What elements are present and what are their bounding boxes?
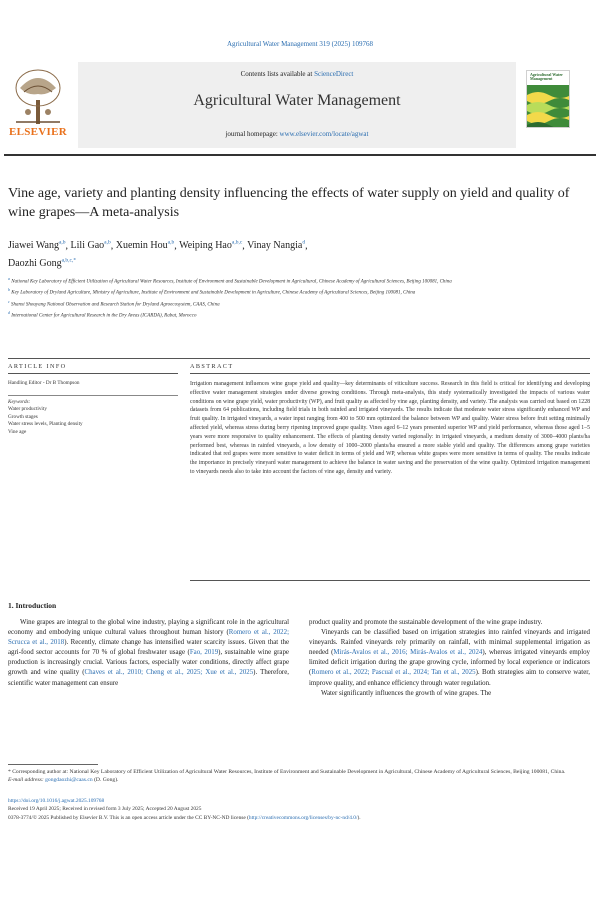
contents-prefix: Contents lists available at — [240, 70, 315, 78]
article-metadata — [8, 797, 590, 822]
keyword: Water productivity — [8, 406, 47, 412]
homepage-line — [78, 130, 516, 138]
license-suffix: ). — [357, 814, 361, 821]
article-info — [8, 380, 178, 436]
author[interactable]: Daozhi Gong$^{a,b,c,*}$ — [8, 257, 77, 269]
cover-title: Agricultural Water Management — [530, 72, 563, 81]
author[interactable]: Weiping Hao$^{a,b,c}$ — [179, 240, 243, 252]
keyword: Growth stages — [8, 413, 38, 420]
author-email-link[interactable]: gongdaozhi@caas.cn — [45, 777, 93, 783]
author[interactable]: Vinay Nangia$^d$ — [247, 240, 306, 252]
citation-link[interactable]: Chaves et al., 2010; Cheng et al., 2025; Xue et al., 2025 — [84, 669, 254, 677]
paragraph-text: ), whereas irrigated vineyards employ limited deficit irrigation during the grape growing cycle, informed by local experience or indicators ( — [309, 649, 591, 677]
body-paragraph — [309, 618, 590, 628]
section-heading-introduction: 1. Introduction — [8, 601, 57, 610]
doi-link[interactable]: https://doi.org/10.1016/j.agwat.2025.109768 — [8, 798, 105, 804]
paragraph-text: ). Therefore, scientific water management can ensure — [8, 669, 289, 687]
publisher-logo[interactable] — [4, 62, 72, 148]
citation-link[interactable]: Mirás-Avalos et al., 2016; Mirás-Avalos et al., 2024 — [333, 649, 483, 657]
paragraph-text: ), sustainable wine grape production is increasingly crucial. Various factors, especially water conditions, directly affect grape growth and wine quality ( — [8, 649, 289, 677]
citation-link[interactable]: Romero et al., 2022; Scrucca et al., 2018 — [8, 629, 289, 647]
journal-cover-thumbnail[interactable] — [526, 70, 570, 128]
body-paragraph — [309, 628, 590, 689]
license-link[interactable]: http://creativecommons.org/licenses/by-nc-nd/4.0/ — [248, 814, 358, 821]
body-column-left — [8, 618, 289, 689]
affiliations — [8, 275, 590, 320]
author-affil-marker[interactable]: a,b — [167, 240, 175, 246]
paragraph-text: Vineyards can be classified based on irrigation strategies into rainfed vineyards and irrigated vineyards. Rainfed vineyards rely primarily on rainfall, with minimal supplemental irrigation as needed ( — [309, 629, 590, 657]
section-divider — [8, 358, 590, 359]
paragraph-text: ). Both strategies aim to conserve water, improve quality, and enhance efficiency through water regulation. — [309, 669, 590, 687]
paragraph-text: Water significantly influences the growth of wine grapes. The — [321, 689, 492, 697]
abstract-heading: ABSTRACT — [190, 363, 234, 370]
affiliation: $^b$ Key Laboratory of Dryland Agriculture, Ministry of Agriculture, Institute of Environment and Sustainable Development in Agriculture, Chinese Academy of Agricultural Sciences, Beijing 100081, China — [8, 287, 416, 297]
author-affil-marker[interactable]: a,b — [58, 240, 66, 246]
article-info-heading: ARTICLE INFO — [8, 363, 67, 370]
email-suffix: (D. Gong). — [94, 777, 119, 783]
paragraph-text: product quality and promote the sustainable development of the wine grape industry. — [309, 619, 543, 626]
author-affil-marker[interactable]: a,b — [104, 240, 111, 246]
journal-cover-art-icon — [527, 85, 570, 128]
footnote-marker: * — [8, 769, 11, 775]
body-paragraph — [8, 618, 289, 689]
masthead-banner — [78, 62, 516, 148]
keyword: Water stress levels, Planting density — [8, 421, 83, 427]
footnote-rule — [8, 764, 98, 765]
author[interactable]: Lili Gao$^{a,b}$ — [70, 240, 111, 252]
corresponding-author-footnote — [8, 768, 590, 784]
license-prefix: 0378-3774/© 2025 Published by Elsevier B.V. This is an open access article under the CC BY-NC-ND license ( — [8, 814, 249, 821]
journal-reference[interactable]: Agricultural Water Management 319 (2025) 109768 — [226, 40, 374, 48]
author-list: Jiawei Wang$^{a,b}$, Lili Gao$^{a,b}$, Xuemin Hou$^{a,b}$, Weiping Hao$^{a,b,c}$, Vinay Nangia$^d$, Daozhi Gong$^{a,b,c,*}$ — [8, 240, 308, 269]
abstract-end-rule — [190, 580, 590, 581]
masthead-rule — [4, 154, 596, 156]
paragraph-text: Wine grapes are integral to the global wine industry, playing a significant role in the agricultural economy and embodying unique cultural values throughout human history ( — [8, 619, 289, 637]
body-column-right — [309, 618, 590, 699]
citation-link[interactable]: Romero et al., 2022; Pascual et al., 2024; Tan et al., 2025 — [311, 669, 476, 677]
author-affil-marker[interactable]: a,b,c — [231, 240, 243, 246]
affiliation: $^c$ Shanxi Shouyang National Observation and Research Station for Dryland Agroecosystem, CAAS, China — [8, 298, 220, 308]
journal-masthead — [0, 62, 600, 156]
contents-line — [78, 70, 516, 78]
elsevier-tree-logo-icon — [10, 66, 66, 126]
journal-title: Agricultural Water Management — [193, 92, 401, 109]
article-info-rule — [8, 373, 178, 374]
footnote-text: Corresponding author at: National Key Laboratory of Efficient Utilization of Agricultural Water Resources, Institute of Environment and Sustainable Development in Agricultural, Chinese Academy of Agricultural Sciences, Beijing 100081, China. — [12, 769, 566, 775]
handling-editor: Handling Editor - Dr B Thompson — [8, 380, 80, 386]
affiliation: $^a$ National Key Laboratory of Efficient Utilization of Agricultural Water Resources, Institute of Environment and Sustainable Development in Agricultural, Chinese Academy of Agricultural Sciences, Beijing 100081, China — [8, 276, 452, 285]
citation-link[interactable]: Fao, 2019 — [189, 649, 219, 657]
abstract-text: Irrigation management influences wine grape yield and quality—key determinants of viticulture success. Research in this field is critical for identifying and developing effective water management strategies under diverse growing conditions. Through meta-analysis, this study systematically investigated the impacts of various water conditions on wine grape yield, water productivity (WP), and fruit quality as affected by vine age, planting density, and variety. The analysis was carried out based on 1228 datasets from 64 publications, including field trials in both rainfed and irrigated vineyards. The results indicate that moderate water stress significantly enhanced WP and fruit quality. In irrigated vineyards, a water input ranging from 400 to 500 mm optimized the balance between WP and quality. Water stress before fruit setting minimally affected yield, whereas stress during berry ripening improved grape quality. Vines aged 6–12 years presented superior WP and yield performance, whereas those aged 1–5 years were more responsive to quality enhancement. The effects of planting density varied regionally: in irrigated vineyards, a medium density of 3000–4000 plants/ha performed best, whereas in rainfed vineyards, a low density of 1000–2000 plants/ha ensured a more stable yield and quality. The differences among grape varieties indicated that red grapes were more sensitive to water deficit in terms of yield and WP, whereas white grapes were more sensitive in terms of quality. The results indicate the importance in precisely vineyard water management to achieve the balance in water saving and the preservation of the wine quality. Optimized irrigation management to vineyards needs also to take into account the factors of vine age, density and variety. — [190, 381, 590, 475]
keywords-label: Keywords: — [8, 398, 31, 405]
author[interactable]: Jiawei Wang$^{a,b}$ — [8, 240, 66, 252]
homepage-prefix: journal homepage: — [225, 130, 280, 138]
paper-title: Vine age, variety and planting density influencing the effects of water supply on yield and quality of wine grapes—A meta-analysis — [8, 186, 570, 220]
sciencedirect-link[interactable]: ScienceDirect — [314, 70, 354, 78]
paragraph-text: ). Recently, climate change has intensified water scarcity issues. Given that the agri-food sector accounts for 70 % of global freshwater usage ( — [8, 639, 290, 657]
keyword: Vine age — [8, 428, 27, 435]
author-affil-marker[interactable]: a,b,c,* — [61, 257, 77, 264]
publisher-name: ELSEVIER — [8, 126, 68, 138]
body-paragraph — [309, 689, 590, 699]
abstract-rule — [190, 373, 590, 374]
journal-homepage-link[interactable]: www.elsevier.com/locate/agwat — [279, 130, 369, 138]
email-label: E-mail address: — [8, 777, 44, 783]
author[interactable]: Xuemin Hou$^{a,b}$ — [115, 240, 175, 252]
author-affil-marker[interactable]: d — [302, 240, 306, 246]
received-dates: Received 19 April 2025; Received in revised form 3 July 2025; Accepted 20 August 2025 — [8, 806, 202, 813]
affiliation: $^d$ International Center for Agricultural Research in the Dry Areas (ICARDA), Rabat, Morocco — [8, 310, 197, 319]
info-divider — [8, 395, 178, 396]
